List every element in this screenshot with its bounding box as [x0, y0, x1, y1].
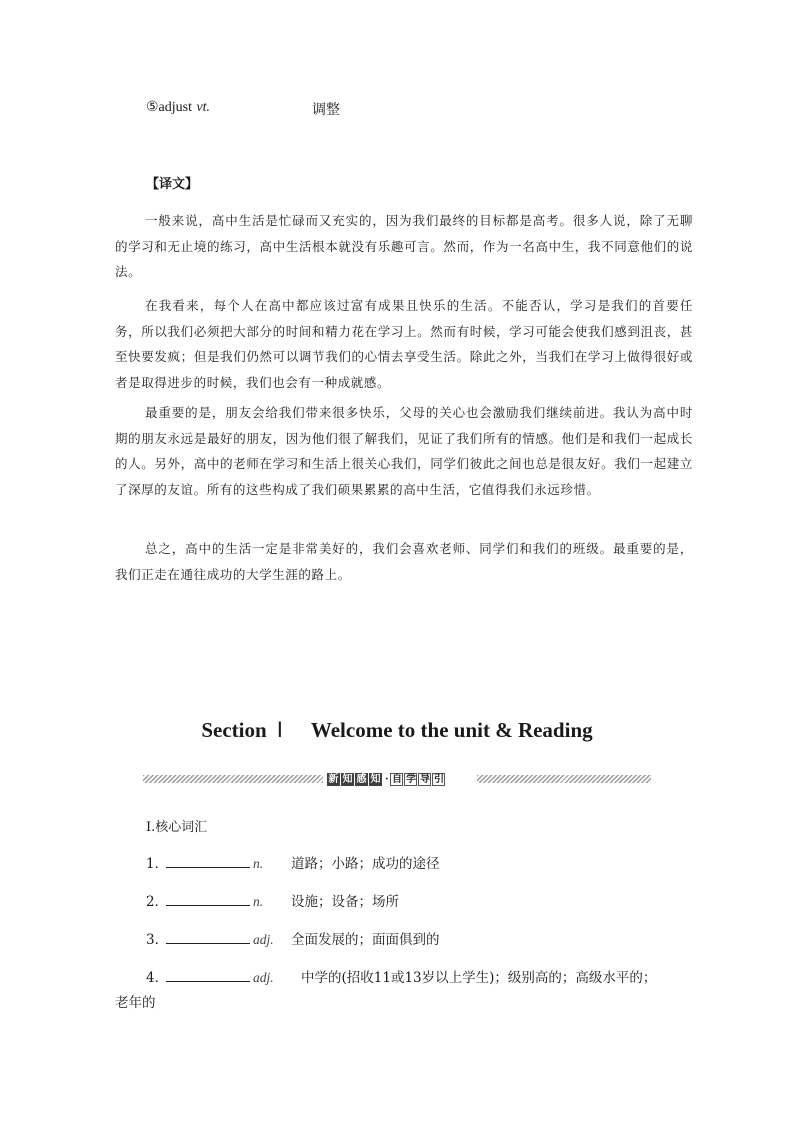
vocab-pos: vt.: [196, 100, 211, 115]
vocab-item-pos: n.: [253, 856, 264, 871]
banner-char: 自: [391, 773, 402, 785]
section-roman-numeral: Ⅰ: [276, 718, 283, 742]
section-title: [0, 718, 794, 743]
banner-hatch-left: [143, 775, 323, 783]
banner-char: 知: [342, 773, 353, 785]
banner-char: 引: [433, 773, 444, 785]
vocab-item: [146, 852, 440, 872]
translation-paragraph-2: 在我看来，每个人在高中都应该过富有成果且快乐的生活。不能否认，学习是我们的首要任务，所以我们必须把大部分的时间和精力花在学习上。然而有时候，学习可能会使我们感到沮丧，甚至快要发疯；但是我们仍然可以调节我们的心情去享受生活。除此之外，当我们在学习上做得很好或者是取得进步的时候，我们也会有一种成就感。: [115, 298, 693, 390]
answer-blank: [166, 969, 250, 982]
banner-dot: ·: [385, 773, 389, 785]
vocab-meaning: 调整: [312, 102, 340, 118]
vocab-item-definition: 道路；小路；成功的途径: [291, 856, 440, 872]
translation-heading: 【译文】: [146, 177, 199, 192]
vocab-item-pos: n.: [253, 894, 264, 909]
vocab-item-number: 1．: [146, 856, 169, 872]
answer-blank: [166, 931, 250, 944]
vocab-item-definition: 中学的(招收11或13岁以上学生)；级别高的；高级水平的；: [301, 970, 657, 986]
core-vocabulary-title: Ⅰ.核心词汇: [146, 820, 208, 835]
banner-char: 感: [356, 773, 367, 785]
vocab-item-number: 4．: [146, 970, 169, 986]
answer-blank: [166, 893, 250, 906]
banner-part-new-knowledge: [327, 773, 383, 786]
banner-char: 学: [405, 773, 416, 785]
translation-paragraph-1: 一般来说，高中生活是忙碌而又充实的，因为我们最终的目标都是高考。很多人说，除了无聊的学习和无止境的练习，高中生活根本就没有乐趣可言。然而，作为一名高中生，我不同意他们的说法。: [115, 213, 693, 279]
vocab-item-definition: 全面发展的；面面俱到的: [291, 932, 440, 948]
vocab-item-pos: adj.: [253, 970, 274, 985]
banner-hatch-right: [477, 775, 651, 783]
banner-label: [327, 772, 446, 786]
translation-paragraph-3: 最重要的是，朋友会给我们带来很多快乐，父母的关心也会激励我们继续前进。我认为高中时期的朋友永远是最好的朋友，因为他们很了解我们，见证了我们所有的情感。他们是和我们一起成长的人。另外，高中的老师在学习和生活上很关心我们，同学们彼此之间也总是很友好。我们一起建立了深厚的友谊。所有的这些构成了我们硕果累累的高中生活，它值得我们永远珍惜。: [115, 405, 693, 497]
banner-char: 导: [419, 773, 430, 785]
vocab-item-pos: adj.: [253, 932, 274, 947]
vocab-item-definition: 设施；设备；场所: [291, 894, 399, 910]
section-name: Welcome to the unit & Reading: [310, 718, 593, 742]
translation-paragraph-4: 总之，高中的生活一定是非常美好的，我们会喜欢老师、同学们和我们的班级。最重要的是，我们正走在通往成功的大学生涯的路上。: [115, 541, 693, 582]
vocab-item-number: 2．: [146, 894, 169, 910]
vocab-item: [146, 890, 399, 910]
vocab-item-number: 3．: [146, 932, 169, 948]
section-banner: [143, 772, 651, 786]
vocab-word: ⑤adjust: [146, 100, 192, 115]
answer-blank: [166, 855, 250, 868]
banner-part-self-study: [390, 773, 446, 786]
banner-char: 知: [370, 773, 381, 785]
vocab-item: [146, 966, 657, 986]
vocab-item: [146, 928, 440, 948]
section-label: Section: [201, 718, 267, 742]
vocab-item-definition-continued: 老年的: [115, 995, 156, 1011]
vocab-entry-adjust: [146, 99, 340, 118]
banner-char: 新: [328, 773, 339, 785]
